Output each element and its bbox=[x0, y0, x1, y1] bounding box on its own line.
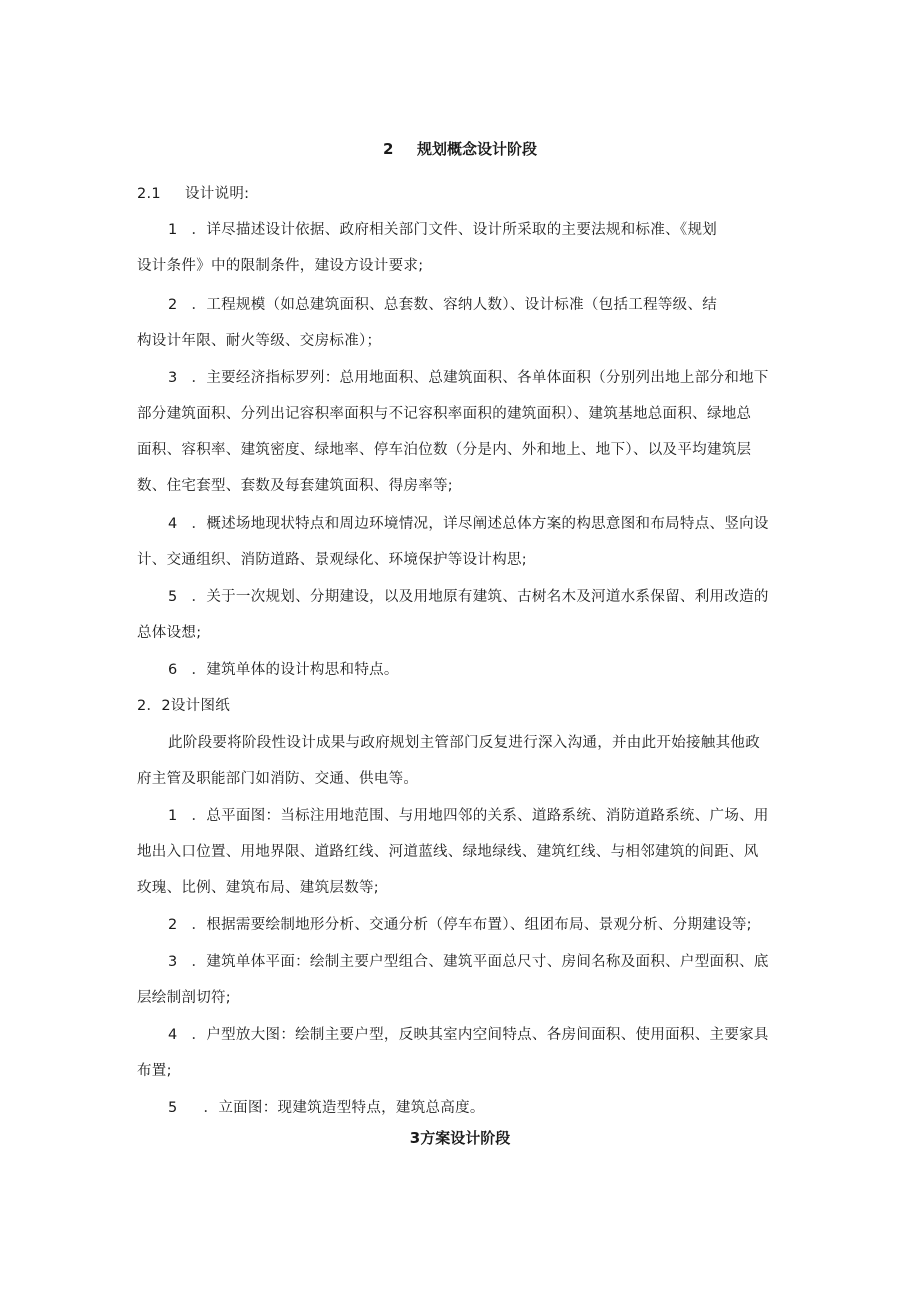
s22-item-4-line-1: 4 ．户型放大图：绘制主要户型，反映其室内空间特点、各房间面积、使用面积、主要家具 bbox=[168, 1027, 769, 1043]
s21-item-2-line-1: 2 ．工程规模（如总建筑面积、总套数、容纳人数）、设计标准（包括工程等级、结 bbox=[168, 297, 718, 313]
s21-item-3-line-2: 部分建筑面积、分列出记容积率面积与不记容积率面积的建筑面积）、建筑基地总面积、绿地总 bbox=[137, 406, 752, 422]
s21-item-5-line-1: 5 ．关于一次规划、分期建设，以及用地原有建筑、古树名木及河道水系保留、利用改造的 bbox=[168, 589, 769, 605]
s22-item-3-line-1: 3 ．建筑单体平面：绘制主要户型组合、建筑平面总尺寸、房间名称及面积、户型面积、底 bbox=[168, 954, 769, 970]
s22-item-2-line-1: 2 ．根据需要绘制地形分析、交通分析（停车布置）、组团布局、景观分析、分期建设等; bbox=[168, 917, 752, 933]
section-2-number: 2 bbox=[382, 140, 394, 158]
s21-item-1-line-2: 设计条件》中的限制条件，建设方设计要求; bbox=[137, 258, 424, 274]
s22-item-4-line-2: 布置; bbox=[137, 1063, 172, 1079]
subsection-2-2-heading: 2．2设计图纸 bbox=[137, 698, 231, 714]
s21-item-3-line-1: 3 ．主要经济指标罗列：总用地面积、总建筑面积、各单体面积（分别列出地上部分和地下 bbox=[168, 370, 769, 386]
section-2-title: 规划概念设计阶段 bbox=[416, 140, 537, 158]
subsection-2-1-heading bbox=[137, 184, 249, 204]
s21-item-1-line-1: 1 ．详尽描述设计依据、政府相关部门文件、设计所采取的主要法规和标准、《规划 bbox=[168, 222, 718, 238]
s21-item-4-line-2: 计、交通组织、消防道路、景观绿化、环境保护等设计构思; bbox=[137, 552, 527, 568]
s21-item-3-line-4: 数、住宅套型、套数及每套建筑面积、得房率等; bbox=[137, 478, 453, 494]
s22-intro-line-1: 此阶段要将阶段性设计成果与政府规划主管部门反复进行深入沟通，并由此开始接触其他政 bbox=[168, 735, 760, 751]
s22-item-1-line-2: 地出入口位置、用地界限、道路红线、河道蓝线、绿地绿线、建筑红线、与相邻建筑的间距、风 bbox=[137, 844, 759, 860]
section-2-heading bbox=[0, 138, 920, 160]
s22-intro-line-2: 府主管及职能部门如消防、交通、供电等。 bbox=[137, 771, 419, 787]
s22-item-1-line-1: 1 ．总平面图：当标注用地范围、与用地四邻的关系、道路系统、消防道路系统、广场、用 bbox=[168, 808, 769, 824]
s22-item-5-line-1: 5 ．立面图：现建筑造型特点，建筑总高度。 bbox=[168, 1100, 485, 1116]
s22-item-3-line-2: 层绘制剖切符; bbox=[137, 990, 231, 1006]
s21-item-3-line-3: 面积、容积率、建筑密度、绿地率、停车泊位数（分是内、外和地上、地下）、以及平均建筑层 bbox=[137, 442, 752, 458]
section-3-heading: 3方案设计阶段 bbox=[409, 1129, 511, 1147]
s21-item-6-line-1: 6 ．建筑单体的设计构思和特点。 bbox=[168, 662, 399, 678]
subsection-2-1-number: 2.1 bbox=[137, 186, 161, 202]
s21-item-5-line-2: 总体设想; bbox=[137, 625, 202, 641]
subsection-2-1-title: 设计说明: bbox=[184, 186, 250, 202]
s22-item-1-line-3: 玫瑰、比例、建筑布局、建筑层数等; bbox=[137, 880, 379, 896]
s21-item-2-line-2: 构设计年限、耐火等级、交房标准）； bbox=[137, 333, 382, 349]
s21-item-4-line-1: 4 ．概述场地现状特点和周边环境情况，详尽阐述总体方案的构思意图和布局特点、竖向设 bbox=[168, 516, 769, 532]
